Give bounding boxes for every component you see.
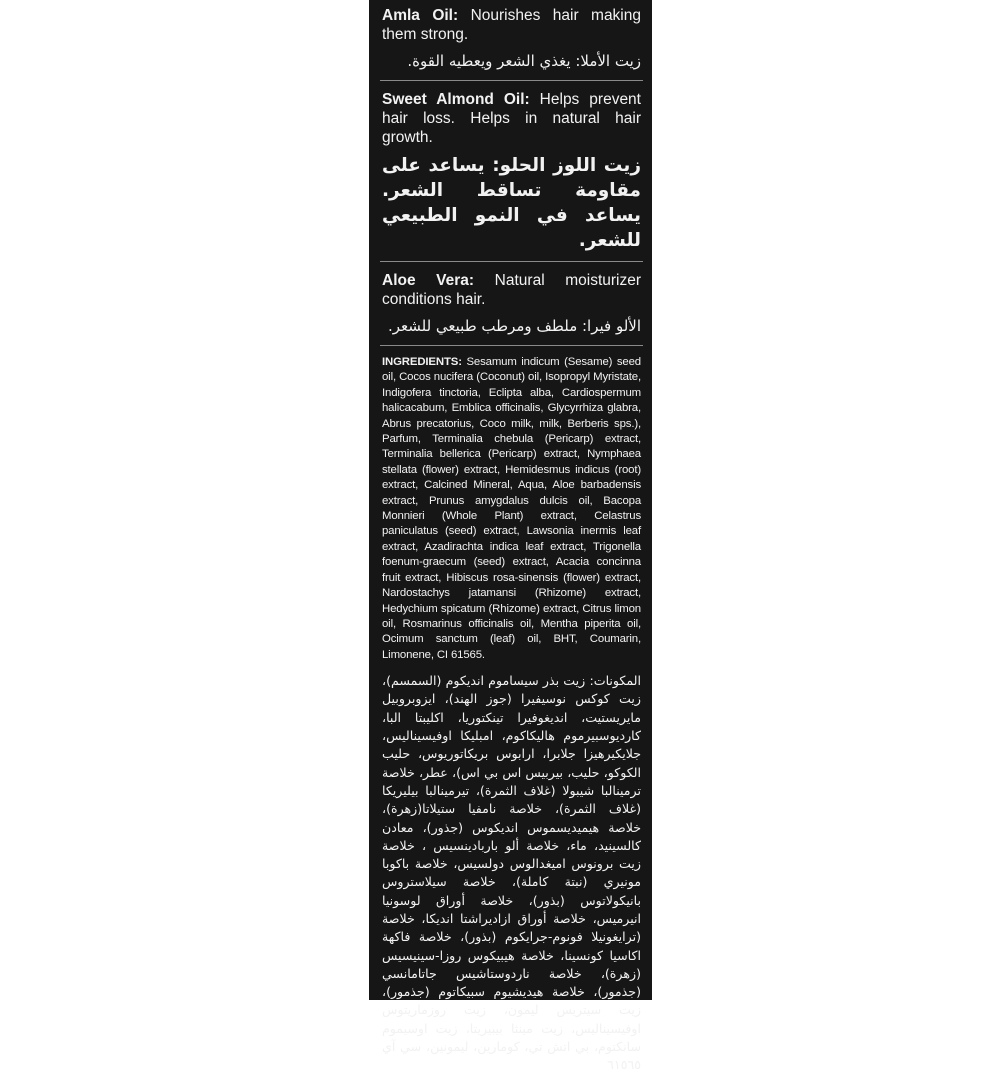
- benefit-amla: [382, 6, 641, 72]
- benefit-name: Amla Oil:: [382, 7, 459, 24]
- benefit-arabic-text: زيت الأملا: يغذي الشعر ويعطيه القوة.: [407, 52, 641, 70]
- benefit-description: Helps prevent hair loss. Helps in natural hair growth.: [382, 91, 641, 146]
- benefit-name: Aloe Vera:: [382, 272, 475, 289]
- ingredients-arabic: المكونات: زيت بذر سيساموم انديكوم (السمسم)، زيت كوكس نوسيفيرا (جوز الهند)، ايزوبروبيل مايريستيت، انديغوفيرا تينكتوريا، اكليبتا البا، كارديوسبيرموم هاليكاكوم، امبليكا اوفيسيناليس، جلايكيرهيزا جلابرا، ارابوس بريكاتوريوس، حليب الكوكو، حليب، بيربيس اس بي اس)، عطر، خلاصة ترمينالبا شيبولا (غلاف الثمرة)، تيرمينالبا بيليريكا (غلاف الثمرة)، خلاصة نامفيا ستيلاتا(زهرة)، خلاصة هيميديسموس انديكوس (جذور)، معادن كالسينيد، ماء، خلاصة ألو باربادينسيس ، خلاصة زيت برونوس اميغدالوس دولسيس، خلاصة باكوبا مونيري (نبتة كاملة)، خلاصة سيلاستروس بانيكولاتوس (بذور)، خلاصة أوراق لوسونيا انيرميس، خلاصة أوراق ازاديراشتا انديكا، خلاصة (ترايغونيلا فونوم-جرايكوم (بذور)، خلاصة فاكهة اكاسيا كونسينا، خلاصة هيبيكوس روزا-سينيسيس (زهرة)، خلاصة ناردوستاشيس جاتامانسي (جذمور)، خلاصة هيديشيوم سبيكاتوم (جذمور)، زيت سيتريس ليمون، زيت روزماريتوس اوفيسيناليس، زيت مينثا بيبيريتا، زيت اوسيموم سانكتوم، بي اتش تي، كومارين، ليمونين، سي آي ٦١٥٦٥: [382, 673, 641, 1073]
- divider: [380, 261, 643, 262]
- ingredients-list: Sesamum indicum (Sesame) seed oil, Cocos nucifera (Coconut) oil, Isopropyl Myristate, Indigofera tinctoria, Eclipta alba, Cardiospermum halicacabum, Emblica officinalis, Glycyrrhiza glabra, Abrus precatorius, Coco milk, milk, Berberis sps.), Parfum, Terminalia chebula (Pericarp) extract, Terminalia bellerica (Pericarp) extract, Nymphaea stellata (flower) extract, Hemidesmus indicus (root) extract, Calcined Mineral, Aqua, Aloe barbadensis extract, Prunus amygdalus dulcis oil, Bacopa Monnieri (Whole Plant) extract, Celastrus paniculatus (seed) extract, Lawsonia inermis leaf extract, Azadirachta indica leaf extract, Trigonella foenum-graecum (seed) extract, Acacia concinna fruit extract, Hibiscus rosa-sinensis (flower) extract, Nardostachys jatamansi (Rhizome) extract, Hedychium spicatum (Rhizome) extract, Citrus limon oil, Rosmarinus officinalis oil, Mentha piperita oil, Ocimum sanctum (leaf) oil, BHT, Coumarin, Limonene, CI 61565.: [382, 356, 641, 661]
- ingredients-label: INGREDIENTS:: [382, 356, 462, 368]
- benefit-description: Nourishes hair making them strong.: [382, 7, 641, 43]
- benefit-description: Natural moisturizer conditions hair.: [382, 272, 642, 308]
- benefit-english-text: [382, 90, 641, 147]
- divider: [380, 345, 643, 346]
- benefit-sweet-almond: [382, 90, 641, 253]
- benefit-name: Sweet Almond Oil:: [382, 91, 530, 108]
- benefit-english-text: [382, 6, 641, 44]
- product-label-panel: [369, 0, 652, 1073]
- benefit-english-text: [382, 271, 641, 309]
- benefit-aloe-vera: [382, 271, 641, 337]
- divider: [380, 80, 643, 81]
- benefit-arabic-text: زيت اللوز الحلو: يساعد على مقاومة تساقط الشعر. يساعد في النمو الطبيعي للشعر.: [382, 155, 641, 251]
- ingredients-english: [382, 355, 641, 663]
- benefit-arabic-text: الألو فيرا: ملطف ومرطب طبيعي للشعر.: [387, 317, 641, 335]
